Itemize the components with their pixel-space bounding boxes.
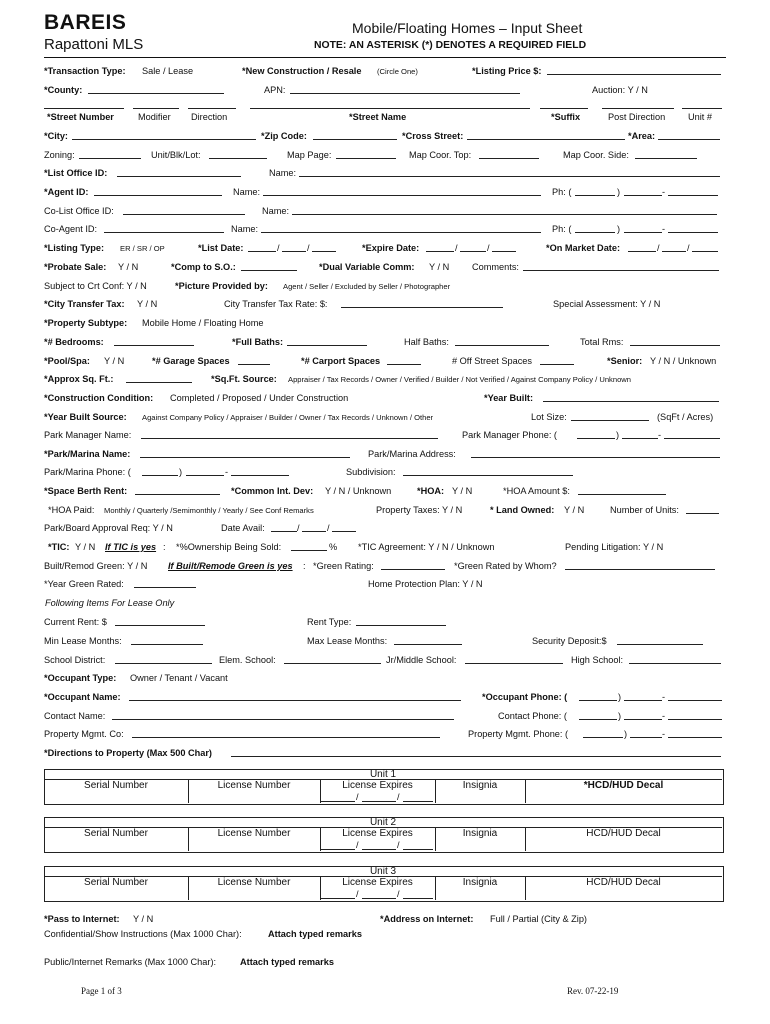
year-green-rated-label: *Year Green Rated: bbox=[44, 579, 124, 589]
dash: - bbox=[658, 430, 662, 440]
on-market-dd[interactable] bbox=[662, 251, 686, 252]
carport-spaces-field[interactable] bbox=[387, 364, 421, 365]
dash: - bbox=[662, 729, 666, 739]
park-marina-address-field[interactable] bbox=[471, 457, 720, 458]
map-coor-side-label: Map Coor. Side: bbox=[563, 150, 629, 160]
contact-phone-prefix[interactable] bbox=[624, 719, 662, 720]
green-rated-by-field[interactable] bbox=[565, 569, 715, 570]
off-street-spaces-label: # Off Street Spaces bbox=[452, 356, 533, 366]
current-rent-label: Current Rent: $ bbox=[44, 617, 107, 627]
map-page-field[interactable] bbox=[336, 158, 396, 159]
special-assessment[interactable]: Special Assessment: Y / N bbox=[553, 299, 661, 309]
slash: / bbox=[277, 243, 280, 253]
percent-sign: % bbox=[329, 542, 338, 552]
map-coor-side-field[interactable] bbox=[635, 158, 697, 159]
street-number-label: *Street Number bbox=[47, 112, 114, 122]
construction-condition-options[interactable]: Completed / Proposed / Under Construction bbox=[170, 393, 349, 403]
subdivision-label: Subdivision: bbox=[346, 467, 396, 477]
subject-crt-conf[interactable]: Subject to Crt Conf: Y / N bbox=[44, 281, 147, 291]
list-office-name-field[interactable] bbox=[299, 176, 720, 177]
approx-sqft-label: *Approx Sq. Ft.: bbox=[44, 374, 114, 384]
comments-field[interactable] bbox=[523, 270, 719, 271]
full-baths-field[interactable] bbox=[287, 345, 367, 346]
listing-price-label: *Listing Price $: bbox=[472, 66, 542, 76]
listing-price-field[interactable] bbox=[547, 74, 721, 75]
green-rating-label: *Green Rating: bbox=[313, 561, 374, 571]
unit-label: Unit # bbox=[688, 112, 713, 122]
built-remod-green[interactable]: Built/Remod Green: Y / N bbox=[44, 561, 148, 571]
slash: / bbox=[687, 243, 690, 253]
occupant-type-options[interactable]: Owner / Tenant / Vacant bbox=[130, 673, 228, 683]
map-coor-top-field[interactable] bbox=[479, 158, 539, 159]
unit-column-header: License Expires bbox=[342, 877, 413, 888]
park-marina-name-field[interactable] bbox=[140, 457, 350, 458]
school-district-label: School District: bbox=[44, 655, 106, 665]
brand-title: BAREIS bbox=[44, 11, 127, 34]
park-marina-address-label: Park/Marina Address: bbox=[368, 449, 456, 459]
directions-field[interactable] bbox=[231, 756, 721, 757]
map-page-label: Map Page: bbox=[287, 150, 332, 160]
suffix-label: *Suffix bbox=[551, 112, 581, 122]
slash: / bbox=[397, 889, 400, 899]
full-baths-label: *Full Baths: bbox=[232, 337, 284, 347]
date-avail-mm[interactable] bbox=[271, 531, 297, 532]
date-avail-yy[interactable] bbox=[332, 531, 356, 532]
picture-provided-label: *Picture Provided by: bbox=[175, 281, 268, 291]
cross-street-label: *Cross Street: bbox=[402, 131, 464, 141]
year-built-source-label: *Year Built Source: bbox=[44, 412, 127, 422]
coagent-name-label: Name: bbox=[231, 224, 259, 234]
slash: / bbox=[487, 243, 490, 253]
unit-column-header: License Number bbox=[217, 877, 291, 888]
transaction-type-label: *Transaction Type: bbox=[44, 66, 126, 76]
listing-type-label: *Listing Type: bbox=[44, 243, 105, 253]
off-street-spaces-field[interactable] bbox=[540, 364, 574, 365]
area-label: *Area: bbox=[628, 131, 656, 141]
school-district-field[interactable] bbox=[115, 663, 212, 664]
confidential-instructions-label: Confidential/Show Instructions (Max 1000 Char): bbox=[44, 929, 242, 939]
city-transfer-rate-label: City Transfer Tax Rate: $: bbox=[224, 299, 328, 309]
unit-title: Unit 2 bbox=[369, 817, 397, 828]
list-office-id-label: *List Office ID: bbox=[44, 168, 108, 178]
hoa-paid-label: *HOA Paid: bbox=[48, 505, 95, 515]
ownership-sold-label: *%Ownership Being Sold: bbox=[176, 542, 282, 552]
slash: / bbox=[307, 243, 310, 253]
current-rent-field[interactable] bbox=[115, 625, 205, 626]
property-mgmt-phone-label: Property Mgmt. Phone: ( bbox=[468, 729, 569, 739]
hoa-label: *HOA: bbox=[417, 486, 445, 496]
carport-spaces-label: *# Carport Spaces bbox=[301, 356, 381, 366]
contact-phone-label: Contact Phone: ( bbox=[498, 711, 567, 721]
direction-label: Direction bbox=[191, 112, 228, 122]
construction-condition-label: *Construction Condition: bbox=[44, 393, 154, 403]
pass-to-internet-options[interactable]: Y / N bbox=[133, 914, 154, 924]
agent-name-label: Name: bbox=[233, 187, 261, 197]
paren-close: ) bbox=[179, 467, 183, 477]
city-transfer-rate-field[interactable] bbox=[341, 307, 503, 308]
unit-title: Unit 3 bbox=[369, 866, 397, 877]
year-built-label: *Year Built: bbox=[484, 393, 534, 403]
unit-column-header: Insignia bbox=[462, 828, 498, 839]
coagent-id-label: Co-Agent ID: bbox=[44, 224, 98, 234]
park-marina-phone-prefix[interactable] bbox=[186, 475, 224, 476]
unit-column-header: Insignia bbox=[462, 780, 498, 791]
coagent-phone-line-field[interactable] bbox=[668, 232, 718, 233]
area-field[interactable] bbox=[658, 139, 720, 140]
min-lease-months-label: Min Lease Months: bbox=[44, 636, 122, 646]
new-construction-label[interactable]: *New Construction / Resale bbox=[242, 66, 362, 76]
unit-column-header: Serial Number bbox=[84, 877, 148, 888]
occupant-phone-line[interactable] bbox=[668, 700, 722, 701]
colist-office-id-field[interactable] bbox=[123, 214, 245, 215]
property-mgmt-co-label: Property Mgmt. Co: bbox=[44, 729, 124, 739]
slash: / bbox=[455, 243, 458, 253]
hoa-paid-options[interactable]: Monthly / Quarterly /Semimonthly / Yearly / See Conf Remarks bbox=[104, 506, 314, 515]
number-of-units-field[interactable] bbox=[686, 513, 719, 514]
lease-only-heading: Following Items For Lease Only bbox=[45, 598, 175, 608]
page-number: Page 1 of 3 bbox=[81, 986, 122, 996]
street-name-field[interactable] bbox=[250, 108, 530, 109]
property-subtype-value[interactable]: Mobile Home / Floating Home bbox=[142, 318, 264, 328]
agent-phone-prefix-field[interactable] bbox=[624, 195, 662, 196]
sqft-source-label: *Sq.Ft. Source: bbox=[211, 374, 277, 384]
modifier-label: Modifier bbox=[138, 112, 171, 122]
revision: Rev. 07-22-19 bbox=[567, 986, 619, 996]
zip-label: *Zip Code: bbox=[261, 131, 307, 141]
lot-size-label: Lot Size: bbox=[531, 412, 567, 422]
approx-sqft-field[interactable] bbox=[126, 382, 192, 383]
address-on-internet-options[interactable]: Full / Partial (City & Zip) bbox=[490, 914, 587, 924]
unit-column-header: License Number bbox=[217, 828, 291, 839]
senior-label: *Senior: bbox=[607, 356, 643, 366]
property-mgmt-phone-line[interactable] bbox=[668, 737, 722, 738]
slash: / bbox=[657, 243, 660, 253]
transaction-type-options[interactable]: Sale / Lease bbox=[142, 66, 194, 76]
security-deposit-label: Security Deposit:$ bbox=[532, 636, 607, 646]
pass-to-internet-label: *Pass to Internet: bbox=[44, 914, 120, 924]
expire-date-dd[interactable] bbox=[460, 251, 486, 252]
park-manager-phone-line[interactable] bbox=[664, 438, 720, 439]
map-coor-top-label: Map Coor. Top: bbox=[409, 150, 472, 160]
slash: / bbox=[397, 792, 400, 802]
unit-blk-lot-field[interactable] bbox=[209, 158, 267, 159]
contact-phone-area[interactable] bbox=[579, 719, 617, 720]
probate-sale-options[interactable]: Y / N bbox=[118, 262, 139, 272]
address-on-internet-label: *Address on Internet: bbox=[380, 914, 474, 924]
garage-spaces-field[interactable] bbox=[238, 364, 270, 365]
county-field[interactable] bbox=[88, 93, 224, 94]
if-built-green-note: If Built/Remode Green is yes bbox=[168, 561, 293, 571]
park-manager-phone-prefix[interactable] bbox=[622, 438, 658, 439]
zoning-label: Zoning: bbox=[44, 150, 75, 160]
unit-column-header: *HCD/HUD Decal bbox=[583, 780, 664, 791]
ownership-sold-field[interactable] bbox=[291, 550, 327, 551]
directions-label: *Directions to Property (Max 500 Char) bbox=[44, 748, 212, 758]
mls-subtitle: Rapattoni MLS bbox=[44, 36, 144, 53]
min-lease-months-field[interactable] bbox=[131, 644, 203, 645]
colist-name-field[interactable] bbox=[292, 214, 717, 215]
green-rating-field[interactable] bbox=[381, 569, 445, 570]
dash: - bbox=[662, 224, 666, 234]
occupant-phone-area[interactable] bbox=[579, 700, 617, 701]
slash: / bbox=[356, 889, 359, 899]
contact-name-label: Contact Name: bbox=[44, 711, 106, 721]
zip-field[interactable] bbox=[313, 139, 397, 140]
coagent-phone-label: Ph: ( bbox=[552, 224, 572, 234]
max-lease-months-field[interactable] bbox=[394, 644, 462, 645]
contact-phone-line[interactable] bbox=[668, 719, 722, 720]
apn-field[interactable] bbox=[290, 93, 520, 94]
coagent-id-field[interactable] bbox=[104, 232, 224, 233]
paren-close: ) bbox=[618, 692, 622, 702]
paren-close: ) bbox=[624, 729, 628, 739]
header-divider bbox=[44, 57, 726, 58]
jr-middle-school-field[interactable] bbox=[465, 663, 563, 664]
space-berth-rent-label: *Space Berth Rent: bbox=[44, 486, 128, 496]
contact-name-field[interactable] bbox=[112, 719, 454, 720]
cross-street-field[interactable] bbox=[467, 139, 625, 140]
list-date-dd[interactable] bbox=[282, 251, 306, 252]
license-expires-yy[interactable] bbox=[403, 801, 433, 802]
direction-field[interactable] bbox=[188, 108, 236, 109]
confidential-attach-note: Attach typed remarks bbox=[268, 929, 362, 939]
coagent-phone-prefix-field[interactable] bbox=[624, 232, 662, 233]
paren-close: ) bbox=[617, 224, 621, 234]
on-market-date-label: *On Market Date: bbox=[546, 243, 621, 253]
license-expires-dd[interactable] bbox=[362, 849, 396, 850]
year-built-field[interactable] bbox=[543, 401, 719, 402]
license-expires-dd[interactable] bbox=[362, 801, 396, 802]
expire-date-label: *Expire Date: bbox=[362, 243, 420, 253]
home-protection-plan[interactable]: Home Protection Plan: Y / N bbox=[368, 579, 483, 589]
unit-column-header: License Expires bbox=[342, 780, 413, 791]
coagent-phone-area-field[interactable] bbox=[575, 232, 615, 233]
picture-provided-options[interactable]: Agent / Seller / Excluded by Seller / Photographer bbox=[283, 282, 451, 291]
paren-close: ) bbox=[616, 430, 620, 440]
space-berth-rent-field[interactable] bbox=[135, 494, 220, 495]
public-remarks-label: Public/Internet Remarks (Max 1000 Char): bbox=[44, 957, 217, 967]
half-baths-label: Half Baths: bbox=[404, 337, 449, 347]
dash: - bbox=[662, 692, 666, 702]
hoa-amount-field[interactable] bbox=[578, 494, 666, 495]
unit-column-header: License Expires bbox=[342, 828, 413, 839]
unit-column-header: License Number bbox=[217, 780, 291, 791]
property-mgmt-co-field[interactable] bbox=[132, 737, 440, 738]
license-expires-mm[interactable] bbox=[321, 801, 355, 802]
expire-date-mm[interactable] bbox=[426, 251, 454, 252]
property-taxes[interactable]: Property Taxes: Y / N bbox=[376, 505, 463, 515]
green-rated-by-label: *Green Rated by Whom? bbox=[454, 561, 557, 571]
park-manager-phone-area[interactable] bbox=[577, 438, 615, 439]
land-owned-label: * Land Owned: bbox=[490, 505, 555, 515]
circle-one-hint: (Circle One) bbox=[377, 67, 418, 76]
city-field[interactable] bbox=[72, 139, 256, 140]
security-deposit-field[interactable] bbox=[617, 644, 703, 645]
list-office-name-label: Name: bbox=[269, 168, 297, 178]
list-office-id-field[interactable] bbox=[117, 176, 241, 177]
date-avail-label: Date Avail: bbox=[221, 523, 265, 533]
property-subtype-label: *Property Subtype: bbox=[44, 318, 128, 328]
park-board-approval[interactable]: Park/Board Approval Req: Y / N bbox=[44, 523, 173, 533]
agent-name-field[interactable] bbox=[263, 195, 541, 196]
comp-so-field[interactable] bbox=[241, 270, 297, 271]
garage-spaces-label: *# Garage Spaces bbox=[152, 356, 230, 366]
total-rooms-field[interactable] bbox=[630, 345, 720, 346]
probate-sale-label: *Probate Sale: bbox=[44, 262, 107, 272]
coagent-name-field[interactable] bbox=[261, 232, 541, 233]
high-school-label: High School: bbox=[571, 655, 624, 665]
dash: - bbox=[225, 467, 229, 477]
common-int-dev-label: *Common Int. Dev: bbox=[231, 486, 314, 496]
on-market-yy[interactable] bbox=[692, 251, 718, 252]
agent-phone-label: Ph: ( bbox=[552, 187, 572, 197]
expire-date-yy[interactable] bbox=[492, 251, 516, 252]
occupant-type-label: *Occupant Type: bbox=[44, 673, 117, 683]
total-rooms-label: Total Rms: bbox=[580, 337, 624, 347]
jr-middle-school-label: Jr/Middle School: bbox=[386, 655, 457, 665]
tic-label: *TIC: bbox=[48, 542, 70, 552]
street-name-label: *Street Name bbox=[349, 112, 407, 122]
occupant-phone-label: *Occupant Phone: ( bbox=[482, 692, 568, 702]
required-note: NOTE: AN ASTERISK (*) DENOTES A REQUIRED FIELD bbox=[314, 40, 587, 51]
pool-spa-label: *Pool/Spa: bbox=[44, 356, 90, 366]
agent-phone-line-field[interactable] bbox=[668, 195, 718, 196]
unit-title: Unit 1 bbox=[369, 769, 397, 780]
unit-blk-lot-label: Unit/Blk/Lot: bbox=[151, 150, 201, 160]
public-attach-note: Attach typed remarks bbox=[240, 957, 334, 967]
bedrooms-label: *# Bedrooms: bbox=[44, 337, 104, 347]
dash: - bbox=[662, 187, 666, 197]
tic-options[interactable]: Y / N bbox=[75, 542, 96, 552]
slash: / bbox=[397, 840, 400, 850]
colist-office-id-label: Co-List Office ID: bbox=[44, 206, 114, 216]
land-owned-options[interactable]: Y / N bbox=[564, 505, 585, 515]
pool-spa-options[interactable]: Y / N bbox=[104, 356, 125, 366]
apn-label: APN: bbox=[264, 85, 286, 95]
license-expires-yy[interactable] bbox=[403, 849, 433, 850]
paren-close: ) bbox=[617, 187, 621, 197]
park-manager-phone-label: Park Manager Phone: ( bbox=[462, 430, 557, 440]
lot-size-unit-options[interactable]: (SqFt / Acres) bbox=[657, 412, 714, 422]
list-date-yy[interactable] bbox=[312, 251, 336, 252]
unit-column-header: Insignia bbox=[462, 877, 498, 888]
year-green-rated-field[interactable] bbox=[134, 587, 196, 588]
paren-close: ) bbox=[618, 711, 622, 721]
occupant-name-field[interactable] bbox=[129, 700, 461, 701]
if-tic-yes-note: If TIC is yes bbox=[105, 542, 157, 552]
senior-options[interactable]: Y / N / Unknown bbox=[650, 356, 717, 366]
rent-type-label: Rent Type: bbox=[307, 617, 352, 627]
high-school-field[interactable] bbox=[629, 663, 721, 664]
hoa-amount-label: *HOA Amount $: bbox=[503, 486, 570, 496]
year-built-source-options[interactable]: Against Company Policy / Appraiser / Builder / Owner / Tax Records / Unknown / Other bbox=[142, 413, 434, 422]
agent-id-label: *Agent ID: bbox=[44, 187, 89, 197]
bedrooms-field[interactable] bbox=[114, 345, 194, 346]
agent-phone-area-field[interactable] bbox=[575, 195, 615, 196]
park-marina-phone-label: Park/Marina Phone: ( bbox=[44, 467, 131, 477]
unit-column-header: HCD/HUD Decal bbox=[586, 877, 661, 888]
date-avail-dd[interactable] bbox=[302, 531, 326, 532]
license-expires-mm[interactable] bbox=[321, 898, 355, 899]
dual-variable-comm-options[interactable]: Y / N bbox=[429, 262, 450, 272]
license-expires-dd[interactable] bbox=[362, 898, 396, 899]
slash: / bbox=[327, 523, 330, 533]
listing-type-options[interactable]: ER / SR / OP bbox=[120, 244, 165, 253]
comp-so-label: *Comp to S.O.: bbox=[171, 262, 236, 272]
city-label: *City: bbox=[44, 131, 68, 141]
post-direction-field[interactable] bbox=[602, 108, 674, 109]
sqft-source-options[interactable]: Appraiser / Tax Records / Owner / Verified / Builder / Not Verified / Against Company Policy / Unknown bbox=[288, 375, 631, 384]
agent-id-field[interactable] bbox=[94, 195, 222, 196]
auction-field[interactable]: Auction: Y / N bbox=[592, 85, 648, 95]
list-date-label: *List Date: bbox=[198, 243, 244, 253]
pending-litigation[interactable]: Pending Litigation: Y / N bbox=[565, 542, 664, 552]
half-baths-field[interactable] bbox=[455, 345, 549, 346]
zoning-field[interactable] bbox=[79, 158, 141, 159]
property-mgmt-phone-prefix[interactable] bbox=[630, 737, 662, 738]
park-manager-name-field[interactable] bbox=[141, 438, 438, 439]
list-date-mm[interactable] bbox=[248, 251, 276, 252]
unit-number-field[interactable] bbox=[682, 108, 722, 109]
post-direction-label: Post Direction bbox=[608, 112, 666, 122]
city-transfer-tax-label: *City Transfer Tax: bbox=[44, 299, 125, 309]
subdivision-field[interactable] bbox=[403, 475, 573, 476]
slash: / bbox=[297, 523, 300, 533]
park-marina-phone-line[interactable] bbox=[231, 475, 289, 476]
modifier-field[interactable] bbox=[133, 108, 179, 109]
property-mgmt-phone-area[interactable] bbox=[583, 737, 623, 738]
occupant-phone-prefix[interactable] bbox=[624, 700, 662, 701]
elem-school-field[interactable] bbox=[284, 663, 381, 664]
colon: : bbox=[303, 561, 306, 571]
colist-name-label: Name: bbox=[262, 206, 290, 216]
on-market-mm[interactable] bbox=[628, 251, 656, 252]
park-manager-name-label: Park Manager Name: bbox=[44, 430, 132, 440]
common-int-dev-options[interactable]: Y / N / Unknown bbox=[325, 486, 392, 496]
occupant-name-label: *Occupant Name: bbox=[44, 692, 121, 702]
dash: - bbox=[662, 711, 666, 721]
sheet-title: Mobile/Floating Homes – Input Sheet bbox=[352, 20, 583, 36]
park-marina-name-label: *Park/Marina Name: bbox=[44, 449, 131, 459]
slash: / bbox=[356, 792, 359, 802]
comments-label: Comments: bbox=[472, 262, 519, 272]
max-lease-months-label: Max Lease Months: bbox=[307, 636, 388, 646]
colon: : bbox=[163, 542, 166, 552]
number-of-units-label: Number of Units: bbox=[610, 505, 679, 515]
dual-variable-comm-label: *Dual Variable Comm: bbox=[319, 262, 415, 272]
lot-size-field[interactable] bbox=[571, 420, 649, 421]
slash: / bbox=[356, 840, 359, 850]
park-marina-phone-area[interactable] bbox=[142, 475, 178, 476]
unit-column-header: HCD/HUD Decal bbox=[586, 828, 661, 839]
unit-column-header: Serial Number bbox=[84, 780, 148, 791]
unit-column-header: Serial Number bbox=[84, 828, 148, 839]
city-transfer-tax-options[interactable]: Y / N bbox=[137, 299, 158, 309]
license-expires-mm[interactable] bbox=[321, 849, 355, 850]
street-number-field[interactable] bbox=[44, 108, 124, 109]
suffix-field[interactable] bbox=[540, 108, 588, 109]
county-label: *County: bbox=[44, 85, 83, 95]
license-expires-yy[interactable] bbox=[403, 898, 433, 899]
elem-school-label: Elem. School: bbox=[219, 655, 276, 665]
rent-type-field[interactable] bbox=[356, 625, 446, 626]
tic-agreement[interactable]: *TIC Agreement: Y / N / Unknown bbox=[358, 542, 495, 552]
hoa-options[interactable]: Y / N bbox=[452, 486, 473, 496]
